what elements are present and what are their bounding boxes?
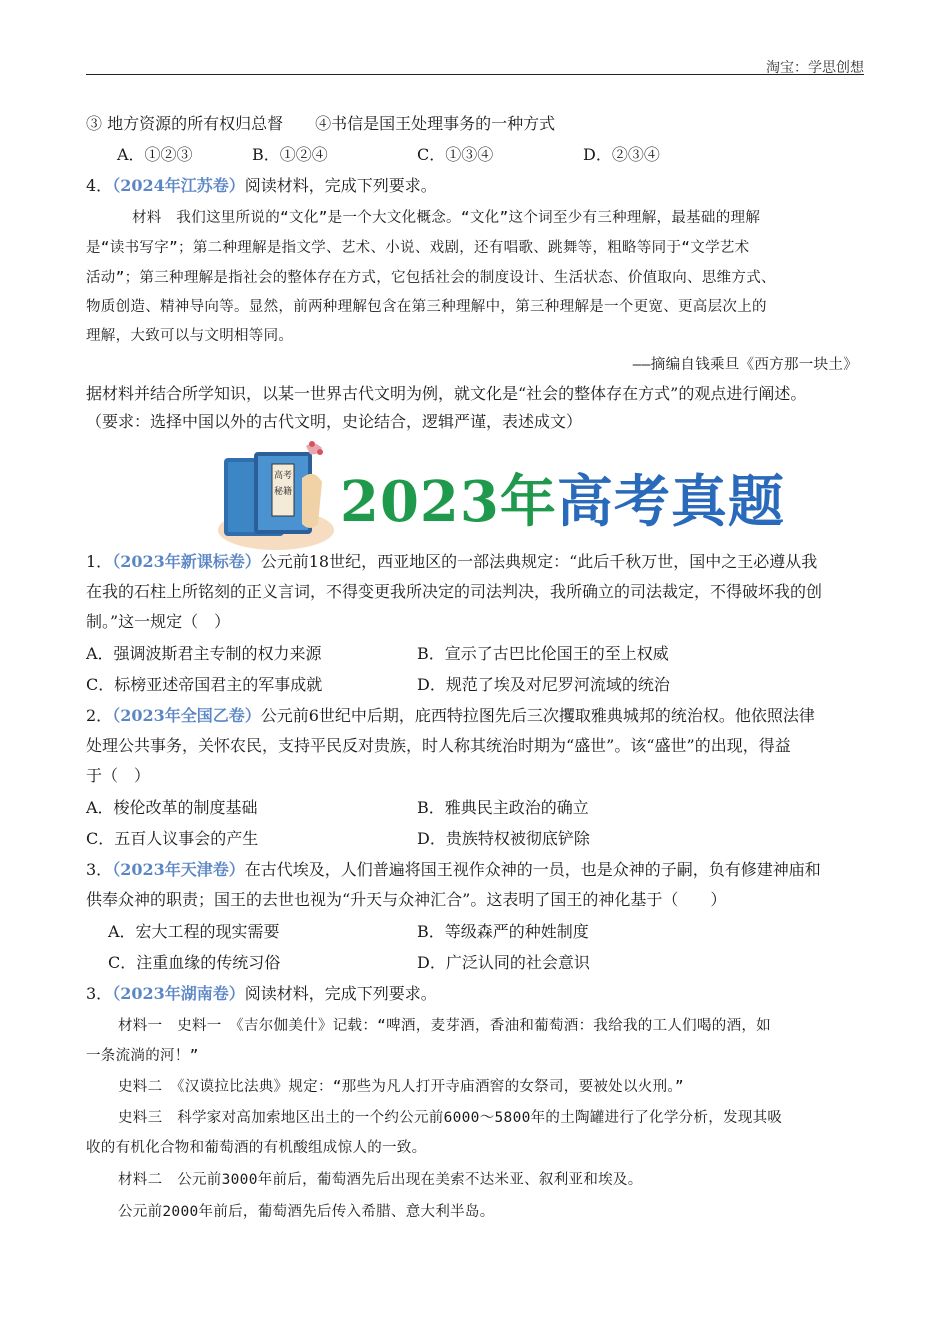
- q3a-line-2: 供奉众神的职责；国王的去世也视为“升天与众神汇合”。这表明了国王的神化基于（ ）: [86, 890, 727, 909]
- q3a-number: 3．: [86, 860, 113, 879]
- q1-option-c: C．标榜亚述帝国君主的军事成就: [86, 675, 323, 694]
- q1-line-2: 在我的石柱上所铭刻的正义言词，不得变更我所决定的司法判决，我所确立的司法裁定，不得破坏我的创: [86, 582, 823, 601]
- q4-source: （2024年江苏卷）: [112, 176, 245, 195]
- q3b-source: （2023年湖南卷）: [112, 984, 245, 1003]
- q3a-line-1: [86, 860, 821, 880]
- q3b-number: 3．: [86, 984, 113, 1003]
- banner-title: [340, 458, 785, 538]
- q2-text-1: 公元前6世纪中后期，庇西特拉图先后三次攫取雅典城邦的统治权。他依照法律: [260, 706, 815, 725]
- header-rule: [86, 74, 864, 75]
- q3b-stem: 阅读材料，完成下列要求。: [244, 984, 437, 1003]
- q1-source: （2023年新课标卷）: [112, 552, 261, 571]
- prev-option-c: C．①③④: [417, 145, 494, 164]
- q4-material-line-1: 材料 我们这里所说的“文化”是一个大文化概念。“文化”这个词至少有三种理解，最基础的理解: [132, 210, 761, 226]
- q2-number: 2．: [86, 706, 113, 725]
- prev-option-b: B．①②④: [252, 145, 328, 164]
- q2-line-1: [86, 706, 815, 726]
- q4-number: 4．: [86, 176, 113, 195]
- q4-heading: [86, 176, 437, 196]
- q4-material-line-3: 活动”；第三种理解是指社会的整体存在方式，它包括社会的制度设计、生活状态、价值取向、思维方式、: [86, 270, 776, 286]
- q2-source: （2023年全国乙卷）: [112, 706, 261, 725]
- q3b-material-1a: 材料一 史料一 《吉尔伽美什》记载：“啤酒，麦芽酒，香油和葡萄酒：我给我的工人们喝的酒，如: [118, 1018, 771, 1034]
- header-text: 淘宝：学思创想: [766, 60, 864, 76]
- q2-line-2: 处理公共事务，关怀农民，支持平民反对贵族，时人称其统治时期为“盛世”。该“盛世”的出现，得益: [86, 736, 791, 755]
- q3b-heading: [86, 984, 437, 1004]
- book-label-line-1: 高考: [273, 471, 293, 481]
- prev-statements: ③ 地方资源的所有权归总督 ④书信是国王处理事务的一种方式: [86, 114, 556, 133]
- q3b-material-3b: 收的有机化合物和葡萄酒的有机酸组成惊人的一致。: [86, 1140, 427, 1156]
- q4-stem: 阅读材料，完成下列要求。: [244, 176, 437, 195]
- q3b-material-1b: 一条流淌的河！”: [86, 1048, 199, 1064]
- q4-task-line-2: （要求：选择中国以外的古代文明，史论结合，逻辑严谨，表述成文）: [86, 412, 583, 431]
- banner-year: 2023年: [340, 469, 557, 535]
- q1-line-1: [86, 552, 817, 572]
- q2-line-3: 于（ ）: [86, 766, 151, 785]
- q1-option-d: D．规范了埃及对尼罗河流域的统治: [417, 675, 670, 694]
- q4-material-line-2: 是“读书写字”；第二种理解是指文学、艺术、小说、戏剧，还有唱歌、跳舞等，粗略等同于“文学艺术: [86, 240, 750, 256]
- q4-material-line-5: 理解，大致可以与文明相等同。: [86, 328, 294, 344]
- q4-task-line-1: 据材料并结合所学知识，以某一世界古代文明为例，就文化是“社会的整体存在方式”的观点进行阐述。: [86, 384, 807, 403]
- q4-citation: ——摘编自钱乘旦《西方那一块土》: [632, 357, 858, 373]
- book-label-line-2: 秘籍: [273, 487, 293, 497]
- q3b-material-2: 史料二 《汉谟拉比法典》规定：“那些为凡人打开寺庙酒窖的女祭司，要被处以火刑。”: [118, 1079, 684, 1095]
- q3b-material-5: 公元前2000年前后，葡萄酒先后传入希腊、意大利半岛。: [118, 1204, 495, 1220]
- q3b-material-3a: 史料三 科学家对高加索地区出土的一个约公元前6000～5800年的土陶罐进行了化学分析，发现其吸: [118, 1110, 783, 1126]
- banner-heading: 高考真题: [556, 469, 785, 535]
- q1-text-1: 公元前18世纪，西亚地区的一部法典规定：“此后千秋万世，国中之王必遵从我: [260, 552, 818, 571]
- q1-option-a: A．强调波斯君主专制的权力来源: [86, 644, 322, 663]
- q1-number: 1．: [86, 552, 113, 571]
- q2-option-d: D．贵族特权被彻底铲除: [417, 829, 590, 848]
- q1-option-b: B．宣示了古巴比伦国王的至上权威: [417, 644, 669, 663]
- q2-option-c: C．五百人议事会的产生: [86, 829, 259, 848]
- prev-option-d: D．②③④: [583, 145, 660, 164]
- q3a-option-a: A．宏大工程的现实需要: [108, 922, 280, 941]
- q3a-option-b: B．等级森严的种姓制度: [417, 922, 589, 941]
- q2-option-b: B．雅典民主政治的确立: [417, 798, 589, 817]
- q3a-option-d: D．广泛认同的社会意识: [417, 953, 590, 972]
- q3a-source: （2023年天津卷）: [112, 860, 245, 879]
- q3a-text-1: 在古代埃及，人们普遍将国王视作众神的一员，也是众神的子嗣，负有修建神庙和: [244, 860, 821, 879]
- q2-option-a: A．梭伦改革的制度基础: [86, 798, 258, 817]
- q1-line-3: 制。”这一规定（ ）: [86, 612, 231, 631]
- q3a-option-c: C．注重血缘的传统习俗: [108, 953, 281, 972]
- prev-option-a: A．①②③: [117, 145, 193, 164]
- q3b-material-4: 材料二 公元前3000年前后，葡萄酒先后出现在美索不达米亚、叙利亚和埃及。: [118, 1172, 643, 1188]
- q4-material-line-4: 物质创造、精神导向等。显然，前两种理解包含在第三种理解中，第三种理解是一个更宽、更高层次上的: [86, 299, 767, 315]
